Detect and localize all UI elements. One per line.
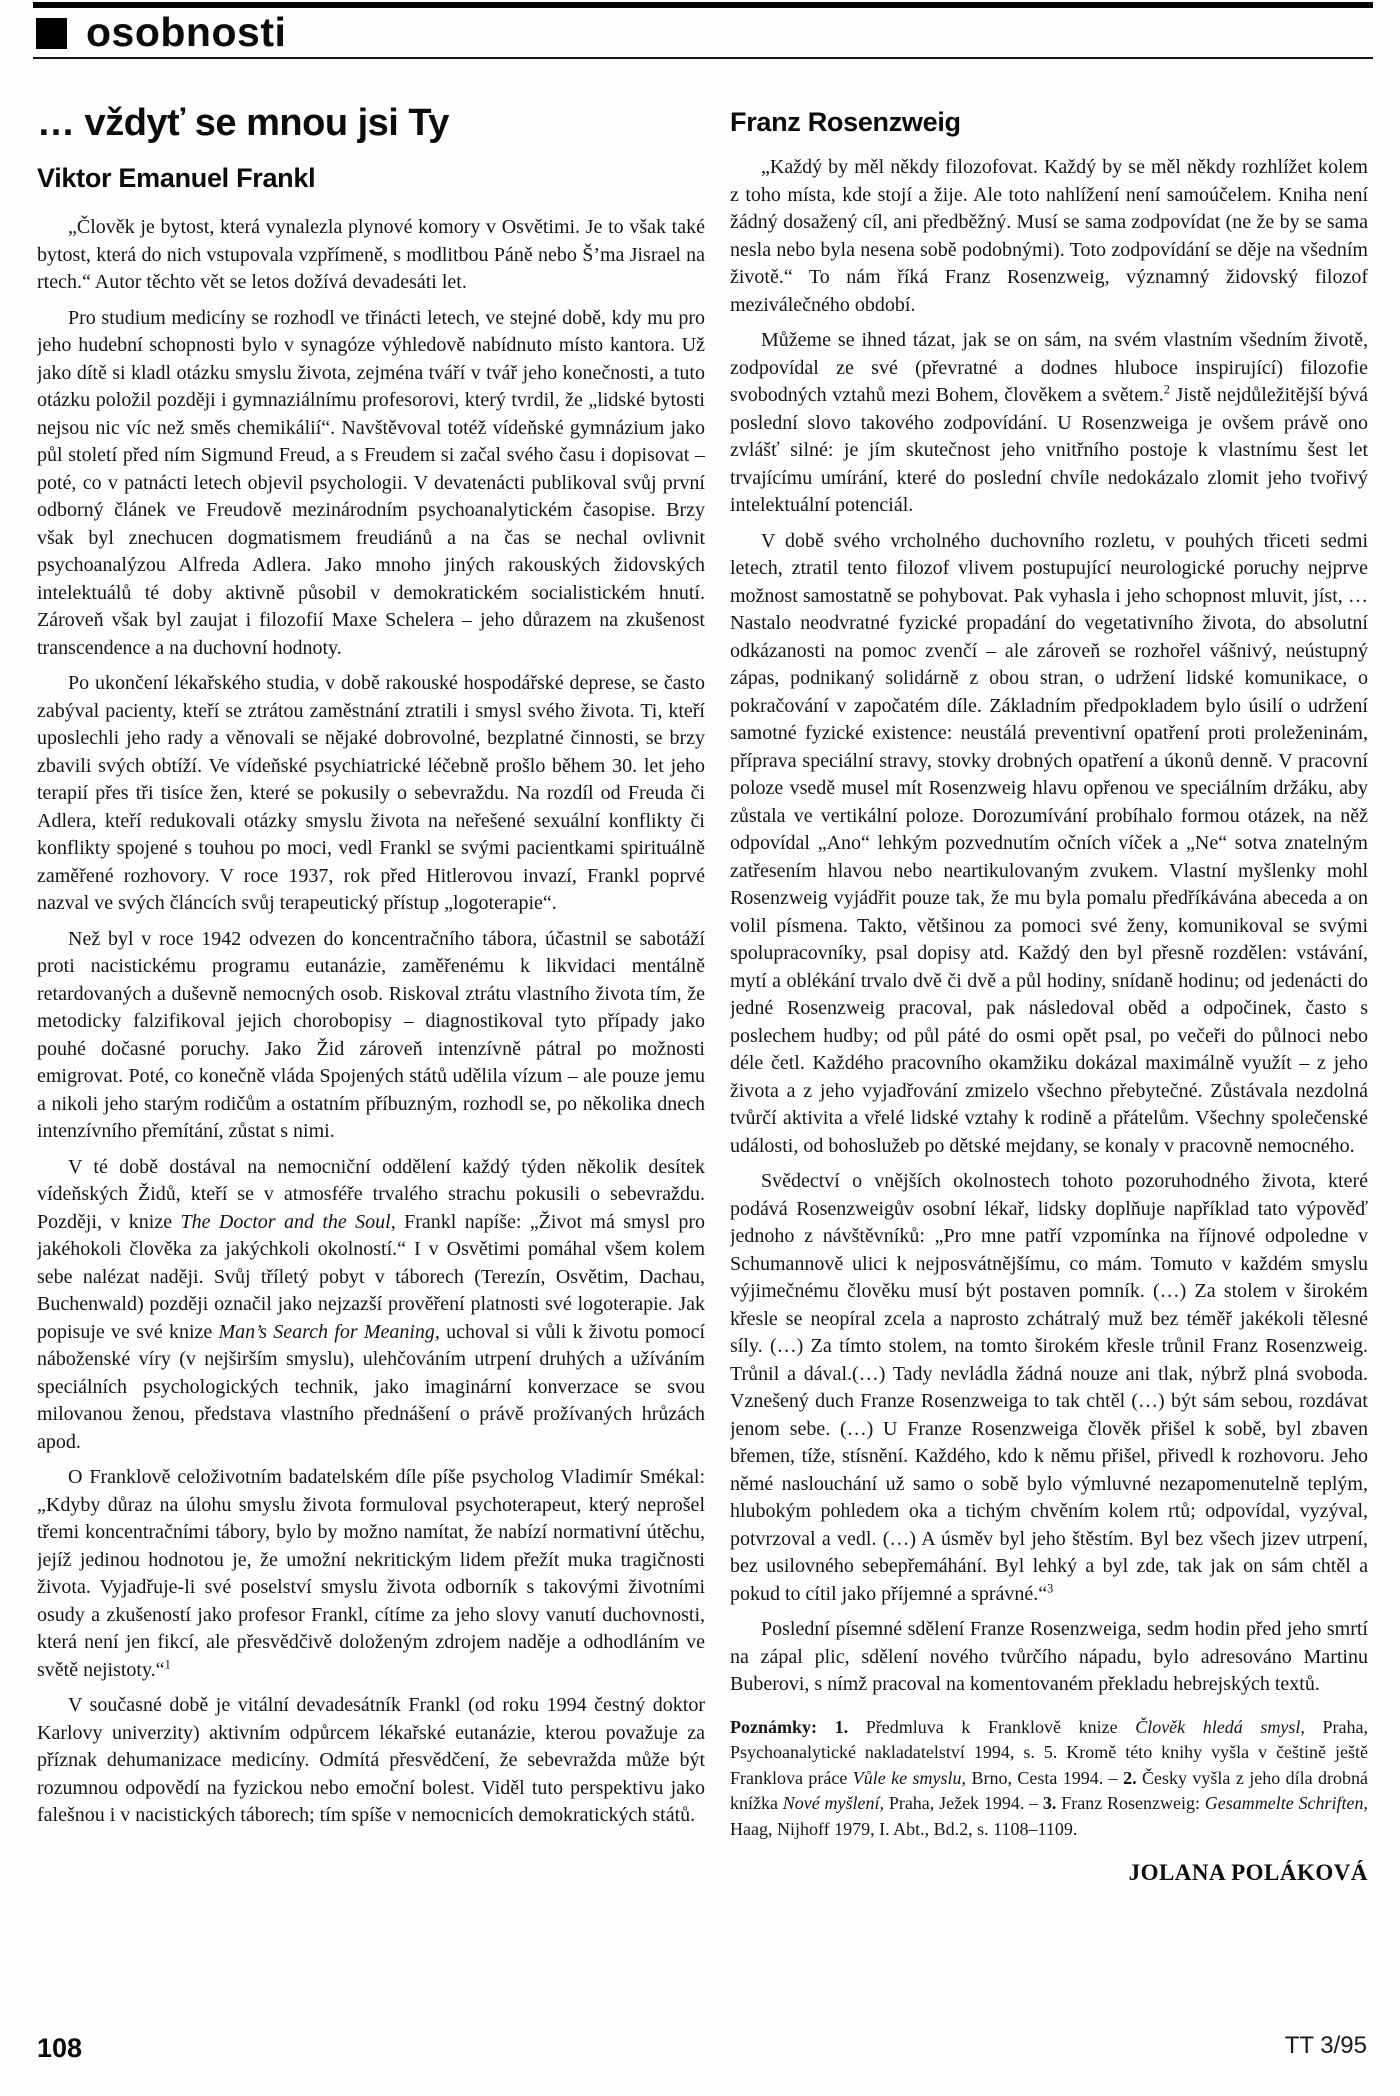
page-number: 108	[37, 2033, 83, 2063]
paragraph: Svědectví o vnějších okolnostech tohoto pozoruhodného života, které podává Rosenzweigův osobní lékař, lidsky doplňuje například tato výpověď jednoho z návštěvníků: „Pro mne patří vzpomínka na říjnové odpoledne v Schumannově ulici k nejposvátnějšímu, co mám. Tomuto v každém smyslu výjimečnému člověku musí být postaven pomník. (…) Za stolem v širokém křesle se neopíral zcela a naprosto zchátralý muž bez téměř jakékoli tělesné síly. (…) Za tímto stolem, na tomto širokém křesle trůnil Franz Rosenzweig. Trůnil a dával.(…) Tady nevládla žádná nouze ani tlak, nýbrž plná svoboda. Vznešený duch Franze Rosenzweiga to tak chtěl (…) být sám sebou, rozdávat jenom sebe. (…) U Franze Rosenzweiga člověk přišel k sobě, byl zbaven břemen, tíže, stísnění. Každého, kdo k němu přišel, přivedl k rozhovoru. Jeho němé naslouchání už samo o sobě bylo výmluvné nezapomenutelně teplým, hlubokým pohledem oka a tichým chvěním kolem rtů; odpovídal, vyzýval, potvrzoval a vedl. (…) A úsměv byl jeho štěstím. Byl bez všech jizev utrpení, bez usilovného sebepřemáhání. Byl lehký a byl zde, tak jak on sám chtěl a pokud to cítil jako příjemné a správné.“$^3$	[730, 1170, 1368, 1605]
article-body	[37, 214, 705, 1830]
paragraph: V současné době je vitální devadesátník Frankl (od roku 1994 čestný doktor Karlovy univerzity) aktivním odpůrcem lékařské eutanázie, kterou považuje za příznak dehumanizace medicíny. Odmítá přesvědčení, že sebevražda může být rozumnou odpovědí na fyzickou nebo emoční bolest. Viděl tuto perspektivu jako falešnou i v nacistických táborech; tím spíše v nemocnicích demokratických států.	[37, 1694, 705, 1826]
top-rule	[33, 2, 1373, 8]
paragraph: Poslední písemné sdělení Franze Rosenzweiga, sedm hodin před jeho smrtí na zápal plic, sdělení nového tvůrčího nápadu, bylo adresováno Martinu Buberovi, s nímž pracoval na komentovaném překladu hebrejských textů.	[730, 1618, 1368, 1695]
section-marker-square-icon	[36, 18, 67, 49]
paragraph: „Člověk je bytost, která vynalezla plynové komory v Osvětimi. Je to však také bytost, která do nich vstupovala vzpřímeně, s modlitbou Páně nebo Š’ma Jisrael na rtech.“ Autor těchto vět se letos dožívá devadesáti let.	[37, 216, 705, 293]
paragraph: O Franklově celoživotním badatelském díle píše psycholog Vladimír Smékal: „Kdyby důraz na úlohu smyslu života formuloval psychoterapeut, který neprošel třemi koncentračními tábory, bylo by možno namítat, že nabízí normativní útěchu, jejíž jedinou hodnotou je, že umožní nekritickým lidem přežít muka tragičnosti života. Vyjadřuje-li své poselství smyslu života odborník s takovými životními osudy a zkušeností jako profesor Frankl, cítíme za jeho slovy vanutí duchovnosti, která není jen fikcí, ale přesvědčivě doloženým zdrojem naděje a odhodláním ve světě nejistoty.“$^1$	[37, 1466, 705, 1681]
article-frankl-column	[37, 76, 705, 1952]
section-label: osobnosti	[86, 8, 287, 55]
article-title: … vždyť se mnou jsi Ty	[37, 102, 449, 144]
paragraph: V té době dostával na nemocniční oddělení každý týden několik desítek vídeňských Židů, kteří se v atmosféře trvalého strachu pokusili o sebevraždu. Později, v knize The Doctor and the Soul, Frankl napíše: „Život má smysl pro jakéhokoli člověka za jakýchkoli okolností.“ I v Osvětimi pomáhal všem kolem sebe nalézat naději. Svůj tříletý pobyt v táborech (Terezín, Osvětim, Dachau, Buchenwald) později označil jako nejzazší prověření platnosti své logoterapie. Jak popisuje ve své knize Man’s Search for Meaning, uchoval si vůli k životu pomocí náboženské víry (v nejširším smyslu), ulehčováním utrpení druhých a užíváním speciálních psychologických technik, jako imaginární konverzace se svou milovanou ženou, představa vlastního přednášení o právě prožívaných hrůzách apod.	[37, 1155, 705, 1453]
header-divider-rule	[33, 57, 1373, 59]
article-subject-name: Franz Rosenzweig	[730, 107, 961, 137]
article-body	[730, 154, 1368, 1699]
paragraph: Po ukončení lékařského studia, v době rakouské hospodářské deprese, se často zabýval pacienty, kteří se ztrátou zaměstnání ztratili i smysl svého života. Ti, kteří uposlechli jeho rady a věnovali se nějaké dobrovolné, bezplatné činnosti, se brzy zbavili svých obtíží. Ve vídeňské psychiatrické léčebně prošlo během 30. let jeho terapií přes tři tisíce žen, které se pokusily o sebevraždu. Na rozdíl od Freuda či Adlera, kteří redukovali otázky smyslu života na neřešené sexuální konflikty či konflikty spojené s touhou po moci, vedl Frankl se svými pacientkami spirituálně zaměřené rozhovory. V roce 1937, rok před Hitlerovou invazí, Frankl poprvé nazval ve svých článcích svůj terapeutický přístup „logoterapie“.	[37, 672, 705, 914]
section-header	[36, 10, 286, 54]
paragraph: Pro studium medicíny se rozhodl ve třinácti letech, ve stejné době, kdy mu pro jeho hudební schopnosti bylo v synagóze výhledově nabídnuto místo kantora. Už jako dítě si kladl otázku smyslu života, zejména tváří v tvář jeho konečnosti, a tuto otázku položil později i gymnaziálnímu profesorovi, který tvrdil, že „lidské bytosti nejsou nic víc než směs chemikálií“. Navštěvoval totéž vídeňské gymnázium jako půl století před ním Sigmund Freud, a s Freudem si začal svého času i dopisovat – poté, co v patnácti letech objevil psychologii. V devatenácti publikoval svůj první odborný článek ve Freudově mezinárodním psychoanalytickém časopise. Brzy však byl znechucen dogmatismem freudiánů a na čas se nechal ovlivnit psychoanalýzou Alfreda Adlera. Jako mnoho jiných rakouských židovských intelektuálů té doby aktivně působil v demokratickém socialistickém hnutí. Zároveň však byl zaujat i filozofií Maxe Schelera – jeho důrazem na zkušenost transcendence a na duchovní hodnoty.	[37, 306, 705, 659]
paragraph: Můžeme se ihned tázat, jak se on sám, na svém vlastním všedním životě, zodpovídal ze své (převratné a dodnes hluboce inspirující) filozofie svobodných vztahů mezi Bohem, člověkem a světem.$^2$ Jistě nejdůležitější bývá poslední slovo takového zodpovídání. U Rosenzweiga je ovšem právě ono zvlášť silné: je jím skutečnost jeho vnitřního postoje k vlastnímu šest let trvajícímu umírání, které do poslední chvíle nedokázalo zlomit jeho tvořivý intelektuální potenciál.	[730, 329, 1368, 516]
article-subject-name: Viktor Emanuel Frankl	[37, 163, 316, 193]
footnotes: Poznámky: 1. Předmluva k Franklově knize Člověk hledá smysl, Praha, Psychoanalytické nakladatelství 1994, s. 5. Kromě této knihy vyšla v češtině ještě Franklova práce Vůle ke smyslu, Brno, Cesta 1994. – 2. Česky vyšla z jeho díla drobná knížka Nové myšlení, Praha, Ježek 1994. – 3. Franz Rosenzweig: Gesammelte Schriften, Haag, Nijhoff 1979, I. Abt., Bd.2, s. 1108–1109.	[730, 1716, 1368, 1839]
paragraph: „Každý by měl někdy filozofovat. Každý by se měl někdy rozhlížet kolem z toho místa, kde stojí a žije. Ale toto nahlížení není samoúčelem. Kniha není žádný dosažený cíl, ani předběžný. Musí se sama zodpovídat (ne že by se sama nesla nebo byla nesena sobě podobnými). Toto zodpovídání se děje na všedním životě.“ To nám říká Franz Rosenzweig, významný židovský filozof meziválečného období.	[730, 156, 1368, 316]
author-signature: JOLANA POLÁKOVÁ	[1128, 1860, 1368, 1885]
paragraph: Než byl v roce 1942 odvezen do koncentračního tábora, účastnil se sabotáží proti nacistickému programu eutanázie, zaměřenému k likvidaci mentálně retardovaných a duševně nemocných osob. Riskoval ztrátu vlastního života tím, že metodicky falzifikoval jejich chorobopisy – diagnostikoval tyto případy jako pouhé dočasné poruchy. Jako Žid zároveň intenzívně pátral po možnosti emigrovat. Poté, co konečně vláda Spojených států udělila vízum – ale pouze jemu a nikoli jeho starým rodičům a ostatním příbuzným, rozhodl se, po několika dnech intenzívního přemítání, zůstat s nimi.	[37, 927, 705, 1142]
issue-label: TT 3/95	[1284, 2032, 1367, 2059]
paragraph: V době svého vrcholného duchovního rozletu, v pouhých třiceti sedmi letech, ztratil tento filozof vlivem postupující neurologické poruchy nejprve možnost samostatně se pohybovat. Pak vyhasla i jeho schopnost mluvit, jíst, … Nastalo neodvratné fyzické propadání do vegetativního života, do absolutní odkázanosti na pomoc zvenčí – ale zároveň se rozhořel vášnivý, neústupný zápas, podnikaný solidárně z obou stran, o udržení lidské komunikace, o pokračování v započatém díle. Základním předpokladem bylo úsilí o udržení samotné fyzické existence: neustálá preventivní opatření proti proleženinám, příprava speciální stravy, stovky drobných opatření a úkonů denně. V pracovní poloze vsedě musel mít Rosenzweig hlavu opřenou ve speciálním držáku, aby zůstala ve vertikální poloze. Dorozumívání probíhalo formou otázek, na něž odpovídal „Ano“ lehkým pozvednutím očních víček a „Ne“ sotva znatelným zatřesením hlavou nebo neartikulovaným zvukem. Vlastní myšlenky mohl Rosenzweig vyjádřit pouze tak, že mu byla pomalu předříkávána abeceda a on volil písmena. Takto, většinou za pomoci své ženy, komunikoval se svými spolupracovníky, psal dopisy atd. Každý den byl přesně rozdělen: vstávání, mytí a oblékání trvalo dvě či dvě a půl hodiny, snídaně hodinu; od jedenácti do jedné Rosenzweig pracoval, pak následoval oběd a odpočinek, často s poslechem hudby; od půl páté do osmi opět psal, po večeři do půlnoci nebo déle četl. Každého pracovního okamžiku dokázal maximálně využít – z jeho života a z jeho vyjadřování zmizelo všechno přebytečné. Zůstávala nezdolná tvůrčí aktivita a vřelé lidské vztahy k rodině a přátelům. Všechny společenské události, od bohoslužeb po dětské mejdany, se konaly v pracovně nemocného.	[730, 529, 1368, 1157]
article-rosenzweig-column	[730, 76, 1368, 2022]
